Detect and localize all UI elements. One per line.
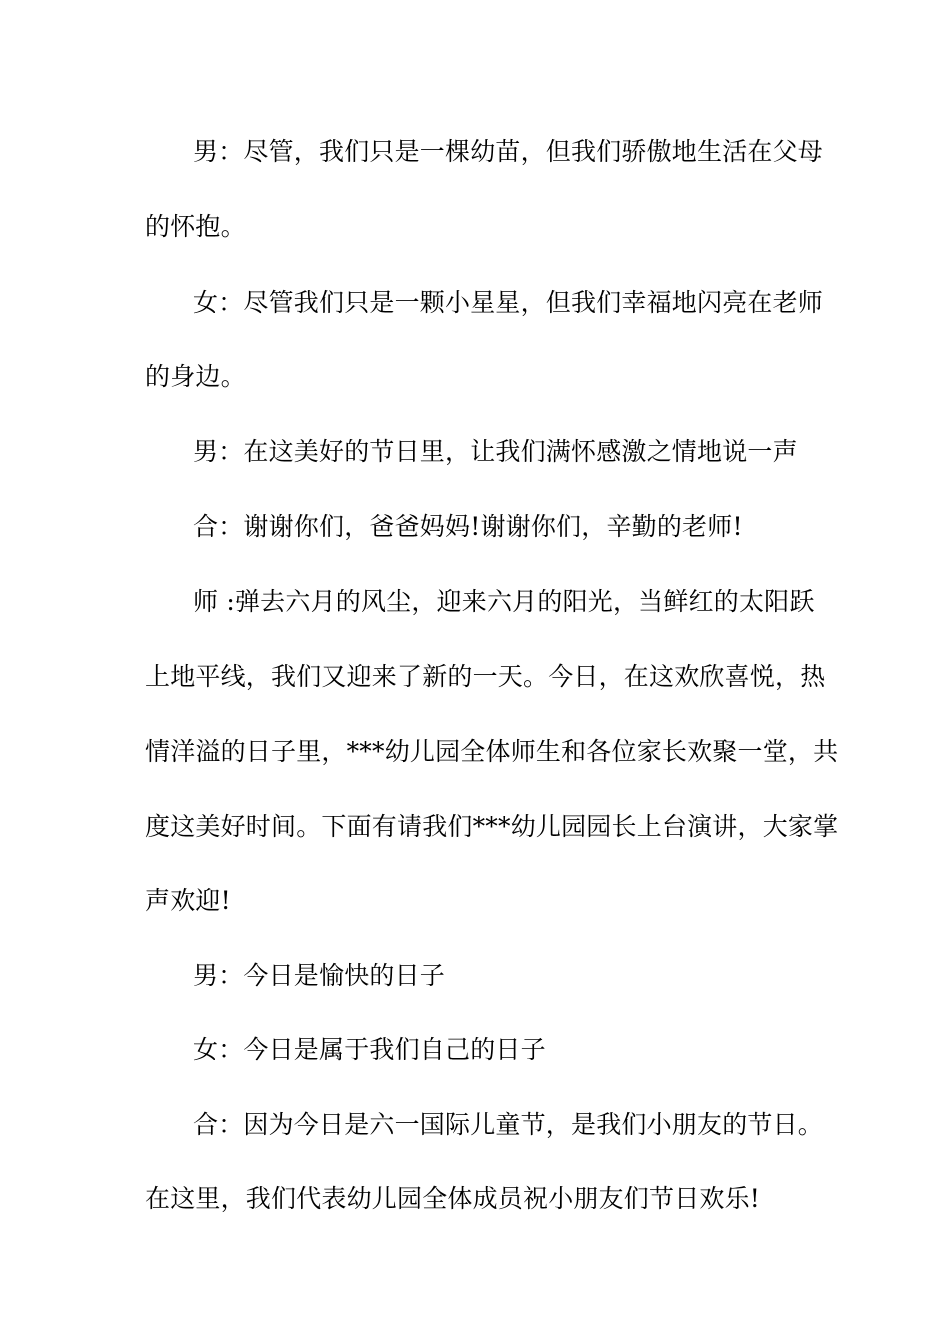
paragraph-line: 的怀抱。 [145,212,246,241]
paragraph-line: 师 :弹去六月的风尘，迎来六月的阳光，当鲜红的太阳跃 [193,587,815,616]
paragraph-line: 女：今日是属于我们自己的日子 [193,1035,546,1064]
paragraph-line: 情洋溢的日子里，***幼儿园全体师生和各位家长欢聚一堂，共 [145,737,839,766]
paragraph-line: 的身边。 [145,362,246,391]
paragraph-line: 上地平线，我们又迎来了新的一天。今日，在这欢欣喜悦，热 [145,662,826,691]
paragraph-line: 合：谢谢你们，爸爸妈妈!谢谢你们，辛勤的老师! [193,512,743,541]
paragraph-line: 声欢迎! [145,886,231,915]
paragraph-line: 在这里，我们代表幼儿园全体成员祝小朋友们节日欢乐! [145,1184,761,1213]
paragraph-line: 女：尽管我们只是一颗小星星，但我们幸福地闪亮在老师 [193,288,824,317]
paragraph-line: 男：今日是愉快的日子 [193,961,446,990]
paragraph-line: 合：因为今日是六一国际儿童节，是我们小朋友的节日。 [193,1110,824,1139]
paragraph-line: 男：在这美好的节日里，让我们满怀感激之情地说一声 [193,437,798,466]
paragraph-line: 度这美好时间。下面有请我们***幼儿园园长上台演讲，大家掌 [145,812,839,841]
paragraph-line: 男：尽管，我们只是一棵幼苗，但我们骄傲地生活在父母 [193,137,824,166]
